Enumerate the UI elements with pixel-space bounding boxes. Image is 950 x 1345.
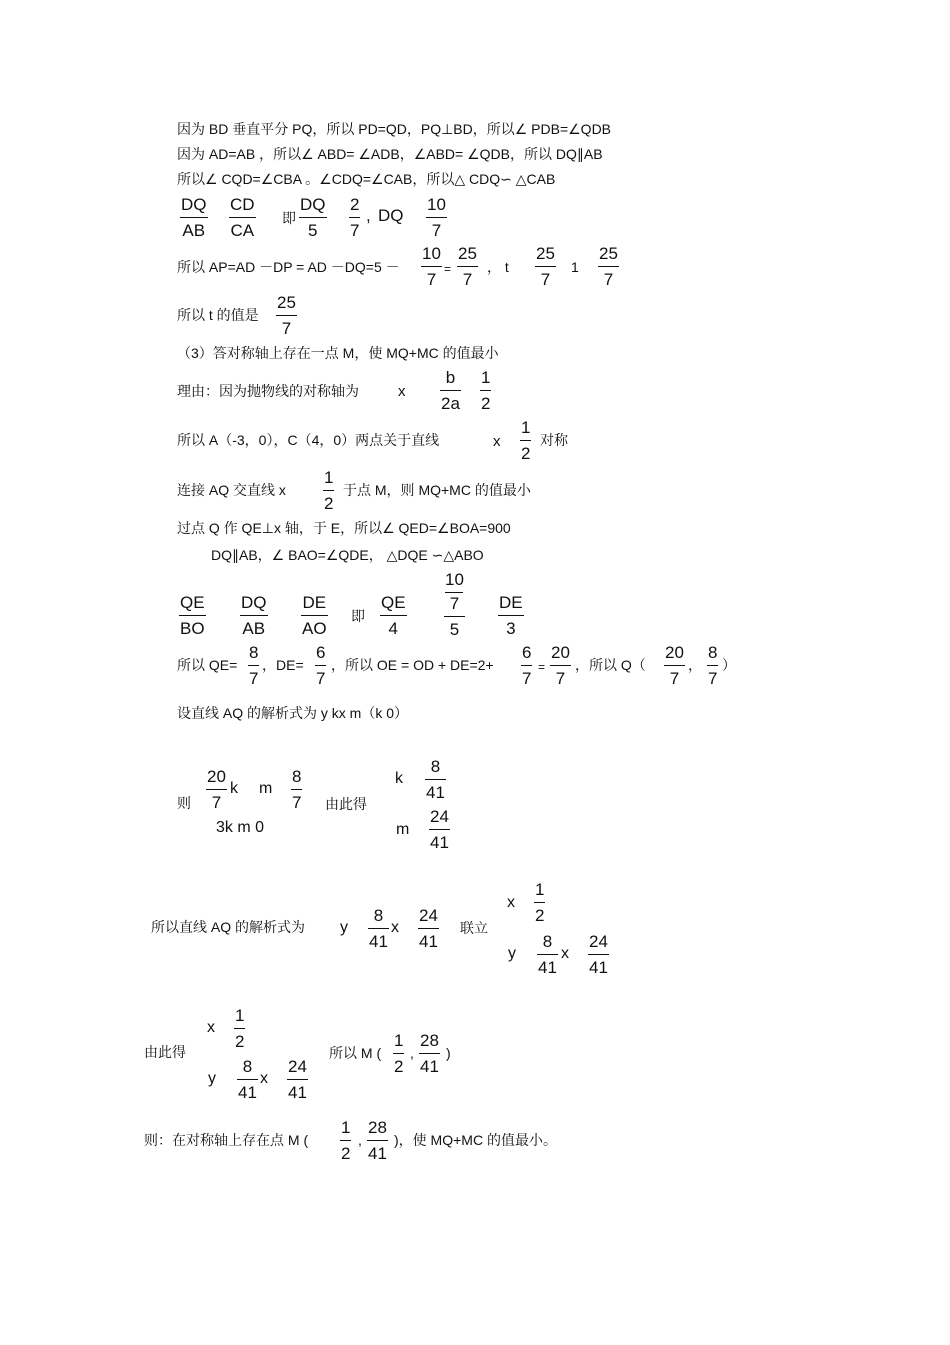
text-fragment: 连接 AQ 交直线 x	[177, 482, 286, 498]
text-fragment: 对称	[540, 432, 568, 448]
text-fragment: ，	[688, 657, 702, 673]
text-fragment: y	[208, 1070, 216, 1087]
text-fragment: 理由：因为抛物线的对称轴为	[177, 383, 359, 399]
fraction: 1 2	[535, 880, 545, 925]
fraction: 20 7	[207, 767, 226, 812]
fraction: 1 2	[521, 418, 531, 463]
text-fragment: x	[398, 383, 406, 400]
fraction: 25 7	[536, 244, 555, 289]
text-fragment: 即	[282, 210, 296, 226]
text-fragment: 则	[177, 795, 191, 811]
text-fragment: x	[493, 433, 501, 450]
text-fragment: x	[391, 919, 399, 936]
fraction: DE AO	[302, 593, 327, 638]
text-fragment: ，所以 OE = OD + DE=2+	[331, 657, 494, 673]
text-fragment: ,	[366, 206, 371, 225]
fraction: 8 41	[426, 757, 445, 802]
fraction: 24 41	[430, 807, 449, 852]
text-fragment: k	[395, 770, 403, 787]
fraction: 2 7	[350, 195, 360, 240]
text-fragment: x	[507, 894, 515, 911]
fraction: 8 41	[369, 906, 388, 951]
text-fragment: m	[396, 821, 410, 838]
fraction: 8 7	[249, 643, 259, 688]
text-fragment: 则：在对称轴上存在点 M (	[144, 1132, 309, 1148]
text-fragment: ,	[410, 1045, 414, 1061]
text-fragment: 由此得	[144, 1044, 186, 1060]
text-fragment: 所以 AP=AD －DP = AD －DQ=5 －	[177, 259, 400, 275]
text-fragment: ，所以 Q（	[575, 657, 646, 673]
text-fragment: x	[207, 1019, 215, 1036]
fraction: 25 7	[458, 244, 477, 289]
fraction: DQ AB	[181, 195, 207, 240]
fraction: b 2a	[441, 368, 460, 413]
fraction: QE BO	[180, 593, 205, 638]
text-fragment: 1	[571, 259, 579, 275]
fraction: 10 7	[422, 244, 441, 289]
fraction: 25 7	[277, 293, 296, 338]
text-fragment: ）	[722, 657, 736, 673]
text-fragment: ， t	[487, 259, 509, 275]
text-fragment: 3k m 0	[216, 819, 265, 836]
fraction: 20 7	[551, 643, 570, 688]
fraction: 6 7	[316, 643, 326, 688]
text-fragment: y	[340, 919, 348, 936]
text-fragment: 所以 M (	[329, 1045, 382, 1061]
fraction: 8 7	[292, 767, 302, 812]
text-fragment: 所以 A（-3，0），C（4，0）两点关于直线	[177, 432, 440, 448]
text-fragment: 即	[351, 608, 365, 624]
text-fragment: )，使 MQ+MC 的值最小。	[394, 1132, 557, 1148]
text-fragment: k	[230, 780, 238, 797]
text-line: 因为 AD=AB ，所以∠ ABD= ∠ADB，∠ABD= ∠QDB，所以 DQ∥AB	[177, 146, 603, 162]
fraction: 24 41	[419, 906, 438, 951]
text-fragment: 所以 t 的值是	[177, 307, 259, 323]
text-line: 所以∠ CQD=∠CBA 。∠CDQ=∠CAB，所以△ CDQ∽ △CAB	[177, 171, 556, 187]
fraction: 8 41	[538, 932, 557, 977]
fraction: DQ 5	[300, 195, 326, 240]
fraction: 28 41	[420, 1031, 439, 1076]
fraction: 20 7	[665, 643, 684, 688]
fraction: 1 2	[481, 368, 491, 413]
fraction: 8 7	[708, 643, 718, 688]
text-fragment: 由此得	[325, 796, 367, 812]
text-line: 设直线 AQ 的解析式为 y kx m（k 0）	[177, 705, 409, 721]
text-fragment: x	[260, 1070, 268, 1087]
fraction: 1 2	[235, 1006, 245, 1051]
text-fragment: )	[446, 1045, 451, 1061]
fraction: 1 2	[341, 1118, 351, 1163]
text-line: （3）答对称轴上存在一点 M，使 MQ+MC 的值最小	[177, 345, 499, 361]
text-line: 因为 BD 垂直平分 PQ，所以 PD=QD，PQ⊥BD，所以∠ PDB=∠QDB	[177, 121, 612, 137]
fraction: 6 7	[522, 643, 532, 688]
text-line: 过点 Q 作 QE⊥x 轴，于 E，所以∠ QED=∠BOA=900	[177, 520, 511, 536]
text-fragment: =	[538, 660, 546, 674]
fraction: 1 2	[394, 1031, 404, 1076]
fraction: 24 41	[288, 1057, 307, 1102]
text-fragment: y	[508, 945, 516, 962]
fraction: 25 7	[599, 244, 618, 289]
text-fragment: x	[561, 945, 569, 962]
text-fragment: 所以 QE=	[177, 657, 238, 673]
text-fragment: 所以直线 AQ 的解析式为	[151, 919, 306, 935]
fraction: 1 2	[324, 468, 334, 513]
text-fragment: =	[444, 262, 452, 276]
fraction: 24 41	[589, 932, 608, 977]
text-fragment: ,	[358, 1132, 362, 1148]
text-line: DQ∥AB，∠ BAO=∠QDE， △DQE ∽△ABO	[211, 547, 484, 563]
text-fragment: m	[259, 780, 273, 797]
complex-fraction: 10 7 5	[445, 570, 464, 639]
text-fragment: 联立	[460, 920, 488, 936]
fraction: QE 4	[381, 593, 406, 638]
text-fragment: DQ	[378, 206, 404, 225]
text-fragment: ，DE=	[262, 657, 304, 673]
fraction: 10 7	[427, 195, 446, 240]
fraction: DQ AB	[241, 593, 267, 638]
fraction: CD CA	[230, 195, 255, 240]
fraction: 28 41	[368, 1118, 387, 1163]
text-fragment: 于点 M，则 MQ+MC 的值最小	[343, 482, 531, 498]
fraction: 8 41	[238, 1057, 257, 1102]
fraction: DE 3	[499, 593, 523, 638]
